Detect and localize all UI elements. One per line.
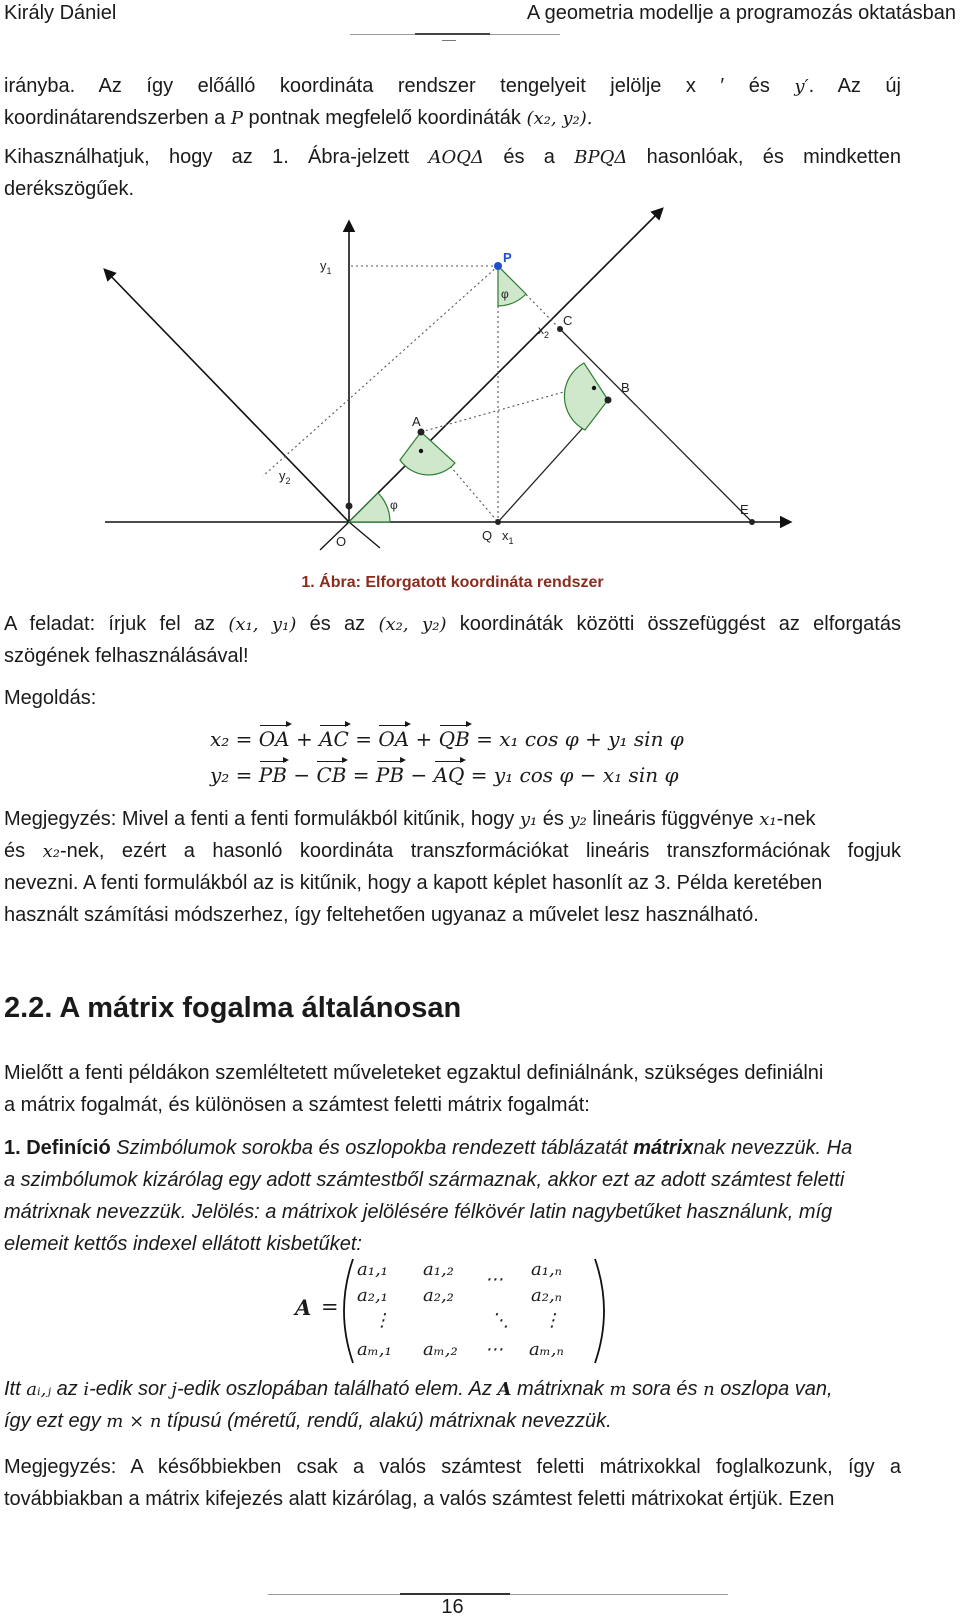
cell-r3-vdots-n: ⋮ xyxy=(543,1310,561,1331)
coord-x1-y1: (x₁, y₁) xyxy=(228,614,297,635)
note2-line-2: továbbiakban a mátrix kifejezés alatt kizárólag, a valós számtest feletti mátrixokat értjük. Ezen xyxy=(4,1488,835,1510)
cell-r2c2: a₂,₂ xyxy=(423,1285,454,1306)
am-text-f: sora és xyxy=(631,1378,698,1400)
definition-text-1b: nak nevezzük. Ha xyxy=(693,1137,853,1159)
symbol-y-prime: y′ xyxy=(794,76,809,97)
cell-r2cn: a₂,ₙ xyxy=(531,1285,562,1306)
eq1-op1: + xyxy=(295,727,313,751)
equation-x2 xyxy=(210,727,684,751)
note1-line-3: nevezni. A fenti formulákból az is kitűnik, hogy a kapott képlet hasonlít az 3. Példa keretében xyxy=(4,872,823,894)
intro-text-2a: koordinátarendszerben a xyxy=(4,107,226,129)
note1-line-1 xyxy=(4,803,815,836)
footer-rule-accent xyxy=(400,1593,510,1595)
am-text-d: -edik oszlopában található elem. Az xyxy=(176,1378,492,1400)
label-B: B xyxy=(621,380,630,395)
symbol-x2: x₂ xyxy=(42,841,60,862)
label-phi-bottom: φ xyxy=(390,498,398,512)
eq1-eq: = xyxy=(355,727,372,751)
label-O: O xyxy=(336,534,347,549)
note1-text-1c: lineáris függvénye xyxy=(592,808,754,830)
page-number: 16 xyxy=(441,1596,464,1618)
equation-y2 xyxy=(210,763,678,787)
label-A: A xyxy=(412,414,421,429)
note1-text-1b: és xyxy=(542,808,564,830)
after-matrix-line-2 xyxy=(4,1405,612,1438)
am-text-e: mátrixnak xyxy=(517,1378,604,1400)
am-text-2b: típusú (méretű, rendű, alakú) mátrixnak nevezzük. xyxy=(167,1410,612,1432)
task-line-1 xyxy=(4,608,901,641)
note1-text-2b: -nek, ezért a hasonló koordináta transzformációkat lineáris transzformációnak fogjuk xyxy=(59,840,901,862)
cell-r1c1: a₁,₁ xyxy=(357,1259,388,1280)
label-phi-top: φ xyxy=(501,287,509,301)
symbol-j: j xyxy=(171,1379,177,1400)
coord-x2-y2: (x₂, y₂). xyxy=(526,108,593,129)
task-text-1a: A feladat: írjuk fel az xyxy=(4,613,216,635)
cell-r1c2: a₁,₂ xyxy=(423,1259,454,1280)
vector-PB-2: PB xyxy=(375,763,405,787)
note1-text-1a: Megjegyzés: Mivel a fenti a fenti formulákból kitűnik, hogy xyxy=(4,808,515,830)
point-A xyxy=(418,429,425,436)
symbol-y2: y₂ xyxy=(569,809,587,830)
eq2-lhs: y₂ = xyxy=(210,763,253,787)
definition-text-1a: Szimbólumok sorokba és oszlopokba rendezett táblázatát xyxy=(116,1137,628,1159)
am-text-2a: így ezt egy xyxy=(4,1410,101,1432)
rotated-coordinate-figure xyxy=(0,0,960,570)
cell-r4c1: aₘ,₁ xyxy=(357,1339,392,1360)
eq1-op2: + xyxy=(415,727,433,751)
vector-PB: PB xyxy=(258,763,287,787)
label-x1: $x_1$ xyxy=(502,528,514,546)
axis-y2 xyxy=(105,270,349,522)
angle-A xyxy=(400,432,455,475)
definition-line-3: mátrixnak nevezzük. Jelölés: a mátrixok jelölésére félkövér latin nagybetűket használunk, míg xyxy=(4,1201,833,1223)
cell-r4cn: aₘ,ₙ xyxy=(529,1339,564,1360)
cell-r3-vdots: ⋮ xyxy=(373,1310,391,1331)
symbol-m-times-n: m × n xyxy=(106,1411,162,1432)
vector-AC: AC xyxy=(319,727,349,751)
point-B xyxy=(605,397,612,404)
cell-r2c1: a₂,₁ xyxy=(357,1285,388,1306)
cell-r4c2: aₘ,₂ xyxy=(423,1339,458,1360)
triangle-AOQ: AOQΔ xyxy=(428,147,485,168)
label-C: C xyxy=(563,313,573,328)
intro-text-3a: Kihasználhatjuk, hogy az 1. Ábra-jelzett xyxy=(4,146,410,168)
vector-AQ: AQ xyxy=(433,763,465,787)
point-Q xyxy=(495,519,501,525)
am-text-b: az xyxy=(56,1378,78,1400)
point-P xyxy=(494,262,502,270)
task-text-1b: és az xyxy=(309,613,366,635)
angle-B xyxy=(564,363,608,430)
definition-line-4: elemeit kettős indexel ellátott kisbetűket: xyxy=(4,1233,362,1255)
eq2-op2: − xyxy=(410,763,428,787)
matrix-equals: = xyxy=(321,1295,339,1319)
note1-line-2 xyxy=(4,835,901,868)
task-line-2: szögének felhasználásával! xyxy=(4,645,249,667)
note2-line-1: Megjegyzés: A későbbiekben csak a valós számtest feletti mátrixokkal foglalkozunk, így a xyxy=(4,1456,901,1478)
dot-angle-B xyxy=(592,386,596,390)
header-title: A geometria modellje a programozás oktatásban xyxy=(526,2,956,24)
label-E: E xyxy=(740,502,749,517)
definition-term: mátrix xyxy=(633,1137,694,1159)
symbol-x1: x₁ xyxy=(759,809,777,830)
matrix-name: A xyxy=(295,1295,312,1320)
label-y1: $y_1$ xyxy=(320,258,332,276)
section-heading: 2.2. A mátrix fogalma általánosan xyxy=(4,992,462,1024)
coord-x2-y2-task: (x₂, y₂) xyxy=(378,614,447,635)
symbol-A-bold: A xyxy=(497,1379,512,1400)
symbol-aij: aᵢ,ⱼ xyxy=(26,1379,52,1400)
angle-phi-bottom xyxy=(349,493,390,522)
symbol-P: P xyxy=(230,108,243,129)
dot-angle-A xyxy=(419,449,423,453)
matrix-A xyxy=(295,1255,605,1365)
eq2-op1: − xyxy=(293,763,311,787)
cell-r1-dots: ⋯ xyxy=(485,1269,503,1290)
eq2-rhs: = y₁ cos φ − x₁ sin φ xyxy=(470,763,679,787)
am-text-a: Itt xyxy=(4,1378,21,1400)
intro-text-2b: pontnak megfelelő koordináták xyxy=(248,107,521,129)
eq2-eq: = xyxy=(352,763,370,787)
symbol-m: m xyxy=(609,1379,627,1400)
eq1-lhs: x₂ = xyxy=(210,727,253,751)
intro-line-4: derékszögűek. xyxy=(4,178,135,200)
point-E xyxy=(749,519,755,525)
label-Q: Q xyxy=(482,528,493,543)
label-P: P xyxy=(503,250,512,265)
point-O xyxy=(346,503,353,510)
eq1-rhs: = x₁ cos φ + y₁ sin φ xyxy=(476,727,684,751)
tick-o-right xyxy=(349,522,380,548)
triangle-BPQ: BPQΔ xyxy=(574,147,628,168)
note1-line-4: használt számítási módszerhez, így feltehetően ugyanaz a művelet lesz használható. xyxy=(4,904,759,926)
vector-OA: OA xyxy=(258,727,290,751)
section-p1-line-1: Mielőtt a fenti példákon szemléltetett műveleteket egzaktul definiálnánk, szükséges definiálni xyxy=(4,1062,824,1084)
intro-text-3b: és a xyxy=(503,146,555,168)
symbol-y1: y₁ xyxy=(519,809,538,830)
symbol-i: i xyxy=(83,1379,90,1400)
after-matrix-line-1 xyxy=(4,1373,833,1406)
intro-text-1-end: . Az új xyxy=(808,75,901,97)
cell-r1cn: a₁,ₙ xyxy=(531,1259,562,1280)
intro-text-1: irányba. Az így előálló koordináta rendszer tengelyeit jelölje x ′ és xyxy=(4,75,770,97)
figure-caption: 1. Ábra: Elforgatott koordináta rendszer xyxy=(301,574,604,591)
definition-number: 1. Definíció xyxy=(4,1137,111,1159)
note1-text-1d: -nek xyxy=(776,808,816,830)
definition-line-2: a szimbólumok kizárólag egy adott számtestből származnak, akkor ezt az adott számtest feletti xyxy=(4,1169,845,1191)
symbol-n: n xyxy=(703,1379,715,1400)
am-text-c: -edik sor xyxy=(89,1378,166,1400)
definition-line-1 xyxy=(4,1132,852,1164)
label-y2: $y_2$ xyxy=(279,468,291,486)
task-text-1c: koordináták közötti összefüggést az elforgatás xyxy=(459,613,901,635)
vector-QB: QB xyxy=(438,727,470,751)
label-x2: $x_2$ xyxy=(538,323,550,340)
section-p1-line-2: a mátrix fogalmát, és különösen a számtest feletti mátrix fogalmát: xyxy=(4,1094,590,1116)
intro-text-3c: hasonlóak, és mindketten xyxy=(646,146,901,168)
cell-r4-dots: ⋯ xyxy=(485,1339,503,1360)
am-text-g: oszlopa van, xyxy=(720,1378,833,1400)
note1-text-2a: és xyxy=(4,840,26,862)
solution-label: Megoldás: xyxy=(4,687,97,709)
header-author: Király Dániel xyxy=(4,2,117,24)
cell-r3-ddots: ⋱ xyxy=(491,1310,509,1331)
vector-OA-2: OA xyxy=(378,727,410,751)
vector-CB: CB xyxy=(316,763,347,787)
